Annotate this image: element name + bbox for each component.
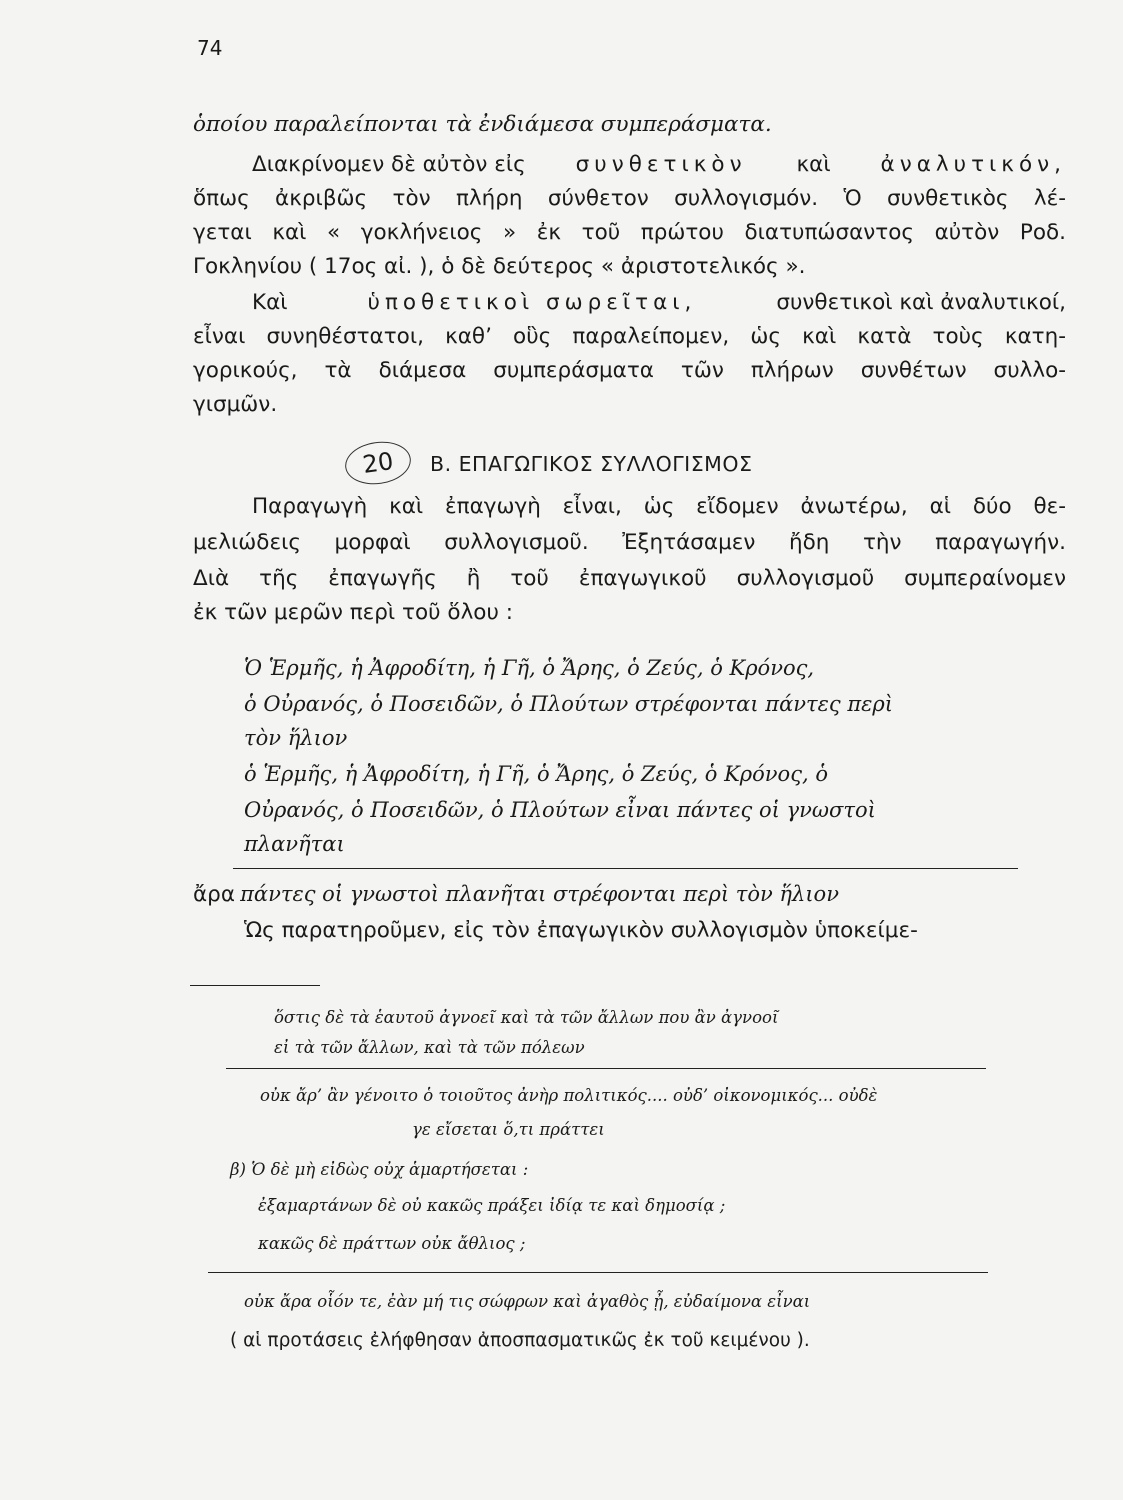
text-line: γορικούς, τὰ διάμεσα συμπεράσματα τῶν πλήρων συνθέτων συλλο- — [193, 358, 1066, 383]
text-line: μελιώδεις μορφαὶ συλλογισμοῦ. Ἐξητάσαμεν ἤδη τὴν παραγωγήν. — [193, 530, 1066, 555]
text-line: ὁποίου παραλείπονται τὰ ἐνδιάμεσα συμπεράσματα. — [193, 112, 772, 137]
spaced-term: ὑποθετικοὶ σωρεῖται, — [367, 290, 697, 315]
footnote-line: ἐξαμαρτάνων δὲ οὐ κακῶς πράξει ἰδίᾳ τε καὶ δημοσίᾳ ; — [258, 1196, 726, 1215]
text-line — [252, 290, 1066, 315]
conclusion-line — [193, 882, 839, 907]
text-line: ἐκ τῶν μερῶν περὶ τοῦ ὅλου : — [193, 600, 513, 625]
text-span: Διακρίνομεν δὲ αὐτὸν εἰς — [252, 152, 526, 177]
footnote-line: κακῶς δὲ πράττων οὐκ ἄθλιος ; — [258, 1234, 526, 1253]
footnote-line: γε εἴσεται ὅ,τι πράττει — [412, 1120, 605, 1139]
conclusion-rule — [233, 868, 1018, 869]
text-line: Γοκληνίου ( 17ος αἰ. ), ὁ δὲ δεύτερος « ἀριστοτελικός ». — [193, 254, 806, 279]
footnote-rule — [208, 1272, 988, 1273]
text-line: γεται καὶ « γοκλήνειος » ἐκ τοῦ πρώτου διατυπώσαντος αὐτὸν Ροδ. — [193, 220, 1066, 245]
example-line: Οὐρανός, ὁ Ποσειδῶν, ὁ Πλούτων εἶναι πάντες οἱ γνωστοὶ — [244, 798, 876, 822]
text-span: συνθετικοὶ καὶ ἀναλυτικοί, — [776, 290, 1066, 315]
example-line: Ὁ Ἑρμῆς, ἡ Ἀφροδίτη, ἡ Γῆ, ὁ Ἄρης, ὁ Ζεύς, ὁ Κρόνος, — [244, 656, 815, 680]
spaced-term: ἀναλυτικόν, — [880, 152, 1066, 177]
footnote-line: β) Ὁ δὲ μὴ εἰδὼς οὐχ ἁμαρτήσεται : — [230, 1160, 529, 1179]
example-line: ὁ Οὐρανός, ὁ Ποσειδῶν, ὁ Πλούτων στρέφονται πάντες περὶ — [244, 692, 893, 716]
example-line: πλανῆται — [244, 832, 345, 856]
footnote-line: εἰ τὰ τῶν ἄλλων, καὶ τὰ τῶν πόλεων — [274, 1038, 585, 1057]
footnote-line: ( αἱ προτάσεις ἐλήφθησαν ἀποσπασματικῶς ἐκ τοῦ κειμένου ). — [230, 1330, 810, 1351]
example-line: ὁ Ἑρμῆς, ἡ Ἀφροδίτη, ἡ Γῆ, ὁ Ἄρης, ὁ Ζεύς, ὁ Κρόνος, ὁ — [244, 762, 828, 786]
text-line — [252, 152, 1066, 177]
text-line: εἶναι συνηθέστατοι, καθ’ οὓς παραλείπομεν, ὡς καὶ κατὰ τοὺς κατη- — [193, 324, 1066, 349]
text-span: πάντες οἱ γνωστοὶ πλανῆται στρέφονται περὶ τὸν ἥλιον — [240, 882, 839, 906]
footnote-rule — [226, 1068, 986, 1069]
spaced-term: συνθετικὸν — [575, 152, 747, 177]
text-line: ὅπως ἀκριβῶς τὸν πλήρη σύνθετον συλλογισμόν. Ὁ συνθετικὸς λέ- — [193, 186, 1066, 211]
text-line: Διὰ τῆς ἐπαγωγῆς ἢ τοῦ ἐπαγωγικοῦ συλλογισμοῦ συμπεραίνομεν — [193, 566, 1066, 591]
page-number: 74 — [197, 36, 223, 60]
handwritten-mark: 20 — [342, 438, 413, 489]
text-line: Παραγωγὴ καὶ ἐπαγωγὴ εἶναι, ὡς εἴδομεν ἀνωτέρω, αἱ δύο θε- — [252, 494, 1066, 519]
text-span: καὶ — [796, 152, 831, 177]
footnote-separator — [190, 985, 320, 986]
text-line: γισμῶν. — [193, 392, 278, 417]
text-span: ἄρα — [193, 882, 235, 907]
text-line: Ὡς παρατηροῦμεν, εἰς τὸν ἐπαγωγικὸν συλλογισμὸν ὑποκείμε- — [244, 918, 918, 943]
section-heading: Β. ΕΠΑΓΩΓΙΚΟΣ ΣΥΛΛΟΓΙΣΜΟΣ — [430, 452, 753, 476]
footnote-line: οὐκ ἄρ’ ἂν γένοιτο ὁ τοιοῦτος ἀνὴρ πολιτικός.... οὐδ’ οἰκονομικός... οὐδὲ — [260, 1086, 878, 1105]
example-line: τὸν ἥλιον — [244, 726, 348, 750]
text-span: Καὶ — [252, 290, 288, 315]
footnote-line: οὐκ ἄρα οἷόν τε, ἐὰν μή τις σώφρων καὶ ἀγαθὸς ᾖ, εὐδαίμονα εἶναι — [244, 1292, 811, 1311]
footnote-line: ὅστις δὲ τὰ ἑαυτοῦ ἀγνοεῖ καὶ τὰ τῶν ἄλλων που ἂν ἀγνοοῖ — [274, 1008, 779, 1027]
